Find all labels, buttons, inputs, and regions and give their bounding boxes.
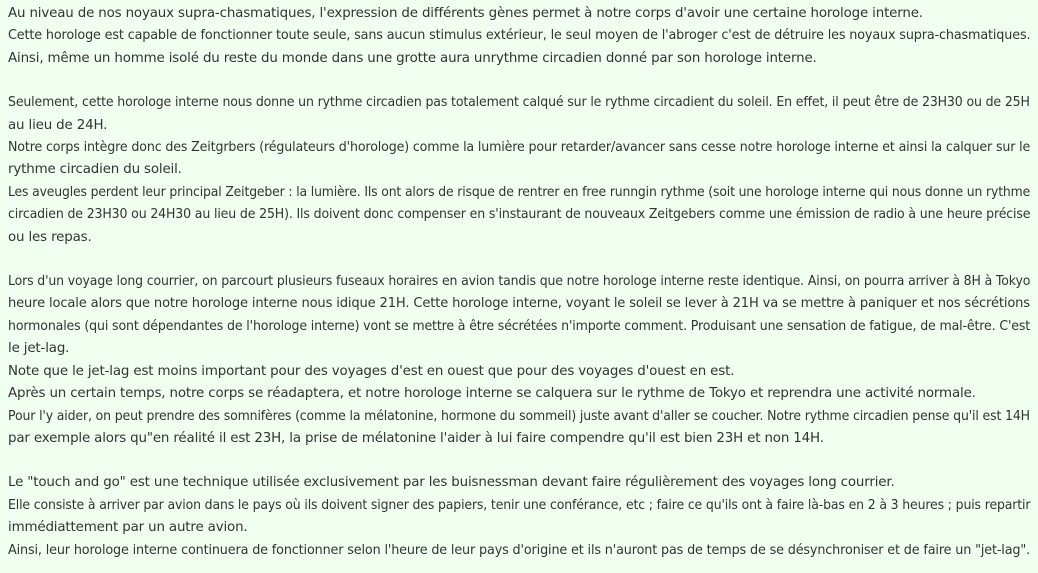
text-line: Notre corps intègre donc des Zeitgrbers (régulateurs d'horologe) comme la lumière pour retarder/avancer sans cesse notre horologe interne et ainsi la calquer sur le [8,140,1031,156]
text-line: Lors d'un voyage long courrier, on parcourt plusieurs fuseaux horaires en avion tandis que notre horologe interne reste identique. Ainsi, on pourra arriver à 8H à Tokyo [8,274,1031,290]
text-line: heure locale alors que notre horologe interne nous idique 21H. Cette horologe interne, voyant le soleil se lever à 21H va se mettre à paniquer et nos sécrétions [8,296,1030,312]
text-line: immédiattement par un autre avion. [8,520,248,536]
text-line: Ainsi, leur horologe interne continuera de fonctionner selon l'heure de leur pays d'origine et ils n'auront pas de temps de se désynchroniser et de faire un "jet-lag". [8,542,1031,558]
text-line: Après un certain temps, notre corps se réadaptera, et notre horologe interne se calquera sur le rythme de Tokyo et reprendra une activité normale. [8,386,976,402]
text-line: Le "touch and go" est une technique utilisée exclusivement par les buisnessman devant faire régulièrement des voyages long courrier. [8,475,895,491]
text-line: ou les repas. [8,229,92,245]
text-line: rythme circadien du soleil. [8,162,182,178]
text-line: le jet-lag. [8,341,70,357]
text-line: Au niveau de nos noyaux supra-chasmatiques, l'expression de différents gènes permet à notre corps d'avoir une certaine horologe interne. [8,6,923,21]
text-line: Elle consiste à arriver par avion dans le pays où ils doivent signer des papiers, tenir une conférance, etc ; faire ce qu'ils ont à faire là-bas en 2 à 3 heures ; puis repartir [8,497,1031,513]
text-line: hormonales (qui sont dépendantes de l'horologe interne) vont se mettre à être sécrétées n'importe comment. Produisant une sensation de fatigue, de mal-être. C'est [8,318,1031,334]
text-line: Cette horologe est capable de fonctionner toute seule, sans aucun stimulus extérieur, le seul moyen de l'abroger c'est de détruire les noyaux supra-chasmatiques. [8,28,1031,44]
text-line: par exemple alors qu"en réalité il est 23H, la prise de mélatonine l'aider à lui faire compendre qu'il est bien 23H et non 14H. [8,430,824,446]
paragraph-zeitgebers [8,92,1030,249]
text-line: circadien de 23H30 ou 24H30 au lieu de 25H). Ils doivent donc compenser en s'instaurant de nouveaux Zeitgebers comme une émission de radio à une heure précise [8,207,1031,223]
text-line: Note que le jet-lag est moins important pour des voyages d'est en ouest que pour des voyages d'ouest en est. [8,363,735,379]
text-line: Les aveugles perdent leur principal Zeitgeber : la lumière. Ils ont alors de risque de rentrer en free runngin rythme (soit une horologe interne qui nous donne un rythme [8,184,1031,200]
text-line: Pour l'y aider, on peut prendre des somnifères (comme la mélatonine, hormone du sommeil) juste avant d'aller se coucher. Notre rythme circadien pense qu'il est 14H [8,408,1030,424]
paragraph-touch-and-go [8,472,1030,562]
text-line: Ainsi, même un homme isolé du reste du monde dans une grotte aura unrythme circadien donné par son horologe interne. [8,50,817,66]
paragraph-intro [8,3,1030,70]
text-line: au lieu de 24H. [8,117,108,133]
text-line: Seulement, cette horologe interne nous donne un rythme circadien pas totalement calqué sur le rythme circadient du soleil. En effet, il peut être de 23H30 ou de 25H [8,95,1030,111]
paragraph-jet-lag [8,271,1030,450]
